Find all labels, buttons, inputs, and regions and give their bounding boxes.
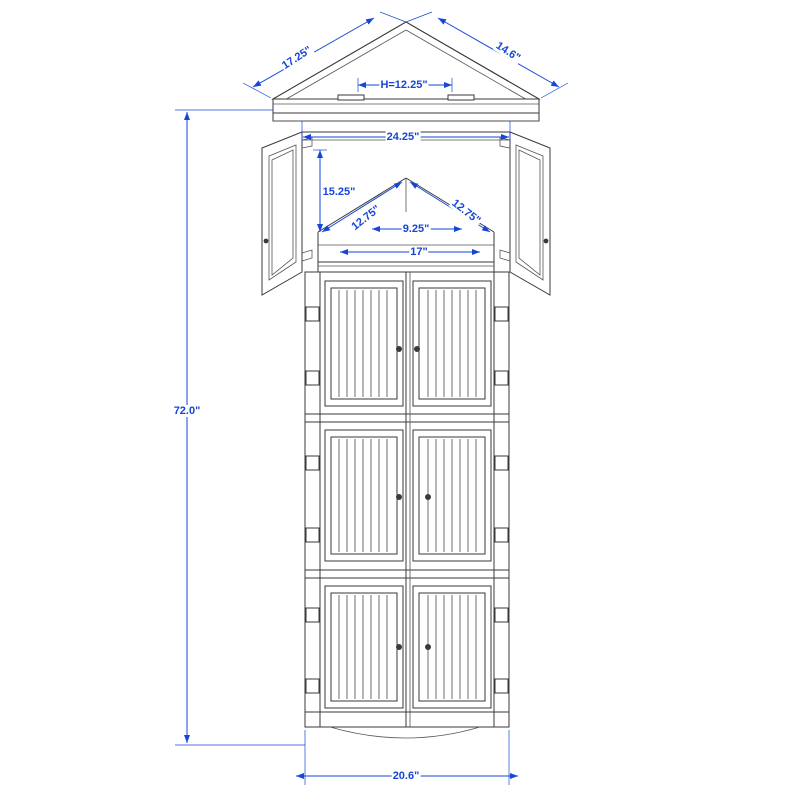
dim-label-inner-depth: 9.25" [402, 223, 430, 235]
top-hood-assembly [273, 22, 539, 121]
right-open-door [500, 132, 550, 295]
upper-corner-interior [302, 132, 510, 272]
dim-label-top-front-width: 24.25" [386, 131, 420, 143]
left-open-door [262, 132, 312, 295]
dim-label-top-height: H=12.25" [380, 79, 428, 91]
dim-label-overall-height: 72.0" [173, 405, 201, 417]
dim-label-top-left-depth: 17.25" [279, 44, 315, 72]
dim-label-inner-width: 17" [410, 246, 428, 258]
dim-label-top-right-depth: 14.6" [493, 39, 523, 65]
dim-label-overall-width: 20.6" [392, 770, 420, 782]
dim-label-inner-left-side: 12.75" [349, 203, 383, 233]
dim-label-inner-right-side: 12.75" [449, 197, 483, 227]
dim-label-door-height: 15.25" [322, 186, 356, 198]
